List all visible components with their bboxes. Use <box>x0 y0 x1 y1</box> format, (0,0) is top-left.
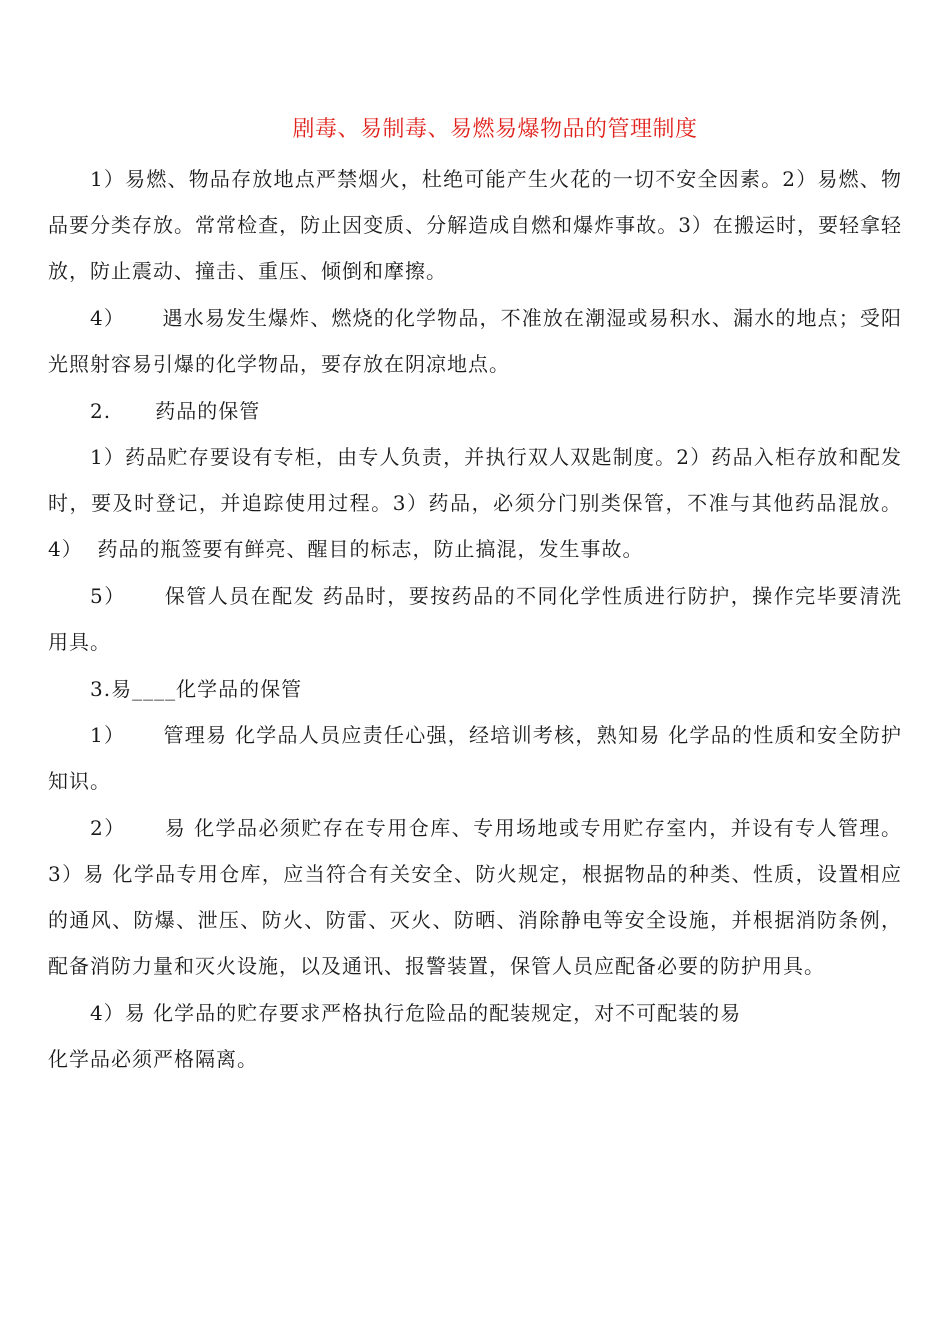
section-heading-medicine: 2. 药品的保管 <box>90 399 261 423</box>
paragraph-water-reactive: 4） 遇水易发生爆炸、燃烧的化学物品，不准放在潮湿或易积水、漏水的地点；受阳光照射容易引爆的化学物品，要存放在阴凉地点。 <box>48 306 902 376</box>
paragraph-medicine-storage: 1）药品贮存要设有专柜，由专人负责，并执行双人双匙制度。2）药品入柜存放和配发时，要及时登记，并追踪使用过程。3）药品，必须分门别类保管，不准与其他药品混放。4） 药品的瓶签要有鲜亮、醒目的标志，防止搞混，发生事故。 <box>48 445 902 561</box>
paragraph-medicine-dispensing: 5） 保管人员在配发 药品时，要按药品的不同化学性质进行防护，操作完毕要清洗用具。 <box>48 584 902 654</box>
paragraph-chemical-segregation-cont: 化学品必须严格隔离。 <box>48 1047 258 1071</box>
paragraph-chemical-segregation: 4）易 化学品的贮存要求严格执行危险品的配装规定，对不可配装的易 <box>90 1001 742 1025</box>
paragraph-chemical-staff: 1） 管理易 化学品人员应责任心强，经培训考核，熟知易 化学品的性质和安全防护知识。 <box>48 723 902 793</box>
paragraph-chemical-warehouse: 2） 易 化学品必须贮存在专用仓库、专用场地或专用贮存室内，并设有专人管理。3）易 化学品专用仓库，应当符合有关安全、防火规定，根据物品的种类、性质，设置相应的通风、防爆、泄压、防火、防雷、灭火、防晒、消除静电等安全设施，并根据消防条例，配备消防力量和灭火设施，以及通讯、报警装置，保管人员应配备必要的防护用具。 <box>48 816 902 978</box>
section-heading-chemicals: 3.易____化学品的保管 <box>90 677 303 701</box>
document-page <box>48 112 902 1083</box>
document-title: 剧毒、易制毒、易燃易爆物品的管理制度 <box>292 117 698 142</box>
paragraph-flammable-storage: 1）易燃、物品存放地点严禁烟火，杜绝可能产生火花的一切不安全因素。2）易燃、物品要分类存放。常常检查，防止因变质、分解造成自燃和爆炸事故。3）在搬运时，要轻拿轻放，防止震动、撞击、重压、倾倒和摩擦。 <box>48 167 902 283</box>
